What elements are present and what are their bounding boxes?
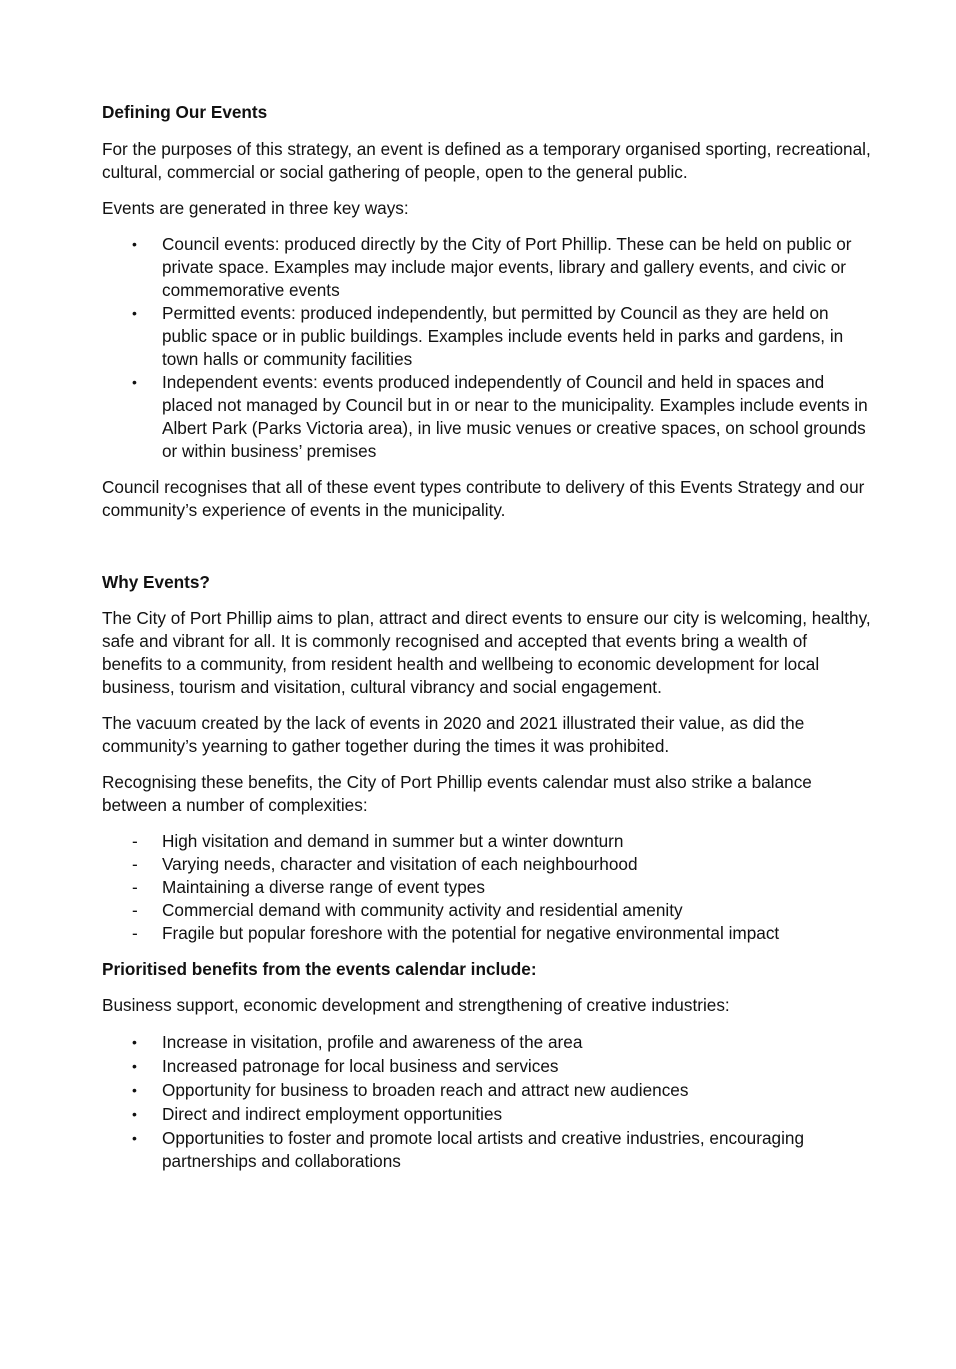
bullet-marker: •: [132, 1034, 137, 1050]
list-item: [102, 853, 872, 876]
bullet-marker: •: [132, 1058, 137, 1074]
benefits-list: [102, 1031, 872, 1173]
bullet-marker: •: [132, 1082, 137, 1098]
complexities-intro: Recognising these benefits, the City of Port Phillip events calendar must also strike a balance between a number of complexities:: [102, 772, 812, 815]
business-support-intro: Business support, economic development and strengthening of creative industries:: [102, 995, 730, 1015]
complexities-list: [102, 830, 872, 945]
dash-marker: -: [132, 877, 138, 897]
section-heading-defining-events: Defining Our Events: [102, 102, 268, 122]
list-item-text: Commercial demand with community activity and residential amenity: [162, 900, 683, 920]
definition-paragraph: For the purposes of this strategy, an event is defined as a temporary organised sporting, recreational, cultural, commercial or social gathering of people, open to the general public.: [102, 139, 871, 182]
event-types-list: [102, 233, 872, 463]
list-item-text: High visitation and demand in summer but a winter downturn: [162, 831, 624, 851]
list-item: [102, 302, 872, 371]
aims-paragraph: The City of Port Phillip aims to plan, attract and direct events to ensure our city is welcoming, healthy, safe and vibrant for all. It is commonly recognised and accepted that events bring a wealth of benefits to a community, from resident health and wellbeing to economic development for local business, tourism and visitation, cultural vibrancy and social engagement.: [102, 608, 871, 697]
list-item: [102, 876, 872, 899]
list-item: [102, 1103, 872, 1126]
bullet-marker: •: [132, 1130, 137, 1146]
document-page: [102, 101, 872, 1174]
section-heading-prioritised-benefits: Prioritised benefits from the events calendar include:: [102, 959, 537, 979]
list-item: [102, 233, 872, 302]
bullet-marker: •: [132, 236, 137, 252]
list-item-text: Direct and indirect employment opportunities: [162, 1104, 503, 1124]
list-item-text: Fragile but popular foreshore with the potential for negative environmental impact: [162, 923, 780, 943]
dash-marker: -: [132, 900, 138, 920]
list-item-text: Council events: produced directly by the City of Port Phillip. These can be held on public or private space. Examples may include major events, library and gallery events, and civic or commemorative events: [162, 234, 852, 300]
list-item: [102, 371, 872, 463]
list-item: [102, 1055, 872, 1078]
list-item: [102, 922, 872, 945]
list-item-text: Permitted events: produced independently, but permitted by Council as they are held on public space or in public buildings. Examples include events held in parks and gardens, in town halls or community facilities: [162, 303, 844, 369]
list-item: [102, 1079, 872, 1102]
dash-marker: -: [132, 854, 138, 874]
list-item-text: Maintaining a diverse range of event types: [162, 877, 485, 897]
list-item-text: Increase in visitation, profile and awareness of the area: [162, 1032, 583, 1052]
recognition-paragraph: Council recognises that all of these event types contribute to delivery of this Events Strategy and our community’s experience of events in the municipality.: [102, 477, 865, 520]
bullet-marker: •: [132, 374, 137, 390]
section-heading-why-events: Why Events?: [102, 572, 210, 592]
vacuum-paragraph: The vacuum created by the lack of events in 2020 and 2021 illustrated their value, as did the community’s yearning to gather together during the times it was prohibited.: [102, 713, 805, 756]
list-item: [102, 1127, 872, 1173]
list-item-text: Independent events: events produced independently of Council and held in spaces and placed not managed by Council but in or near to the municipality. Examples include events in Albert Park (Parks Victoria area), in live music venues or creative spaces, on school grounds or within business’ premises: [162, 372, 868, 461]
bullet-marker: •: [132, 1106, 137, 1122]
list-item-text: Opportunity for business to broaden reach and attract new audiences: [162, 1080, 689, 1100]
list-item: [102, 899, 872, 922]
list-item: [102, 830, 872, 853]
list-item: [102, 1031, 872, 1054]
list-item-text: Increased patronage for local business and services: [162, 1056, 559, 1076]
list-item-text: Opportunities to foster and promote local artists and creative industries, encouraging partnerships and collaborations: [162, 1128, 805, 1171]
list-item-text: Varying needs, character and visitation of each neighbourhood: [162, 854, 638, 874]
dash-marker: -: [132, 923, 138, 943]
key-ways-intro: Events are generated in three key ways:: [102, 198, 409, 218]
dash-marker: -: [132, 831, 138, 851]
bullet-marker: •: [132, 305, 137, 321]
